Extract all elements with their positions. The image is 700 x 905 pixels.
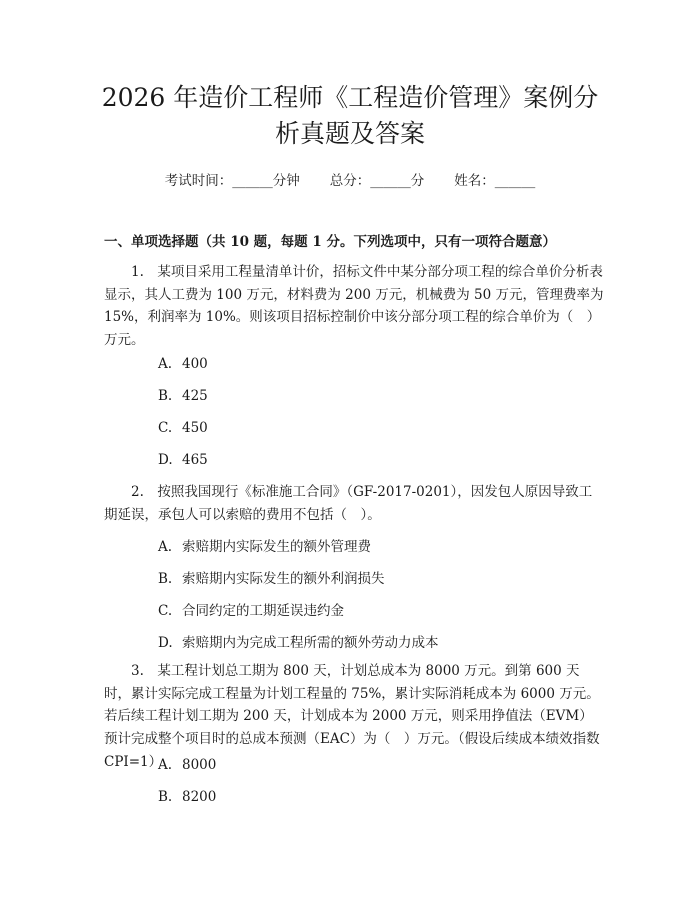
section-heading: 一、单项选择题（共 10 题，每题 1 分。下列选项中，只有一项符合题意） [104,234,556,250]
option-letter: A. [158,757,173,773]
option-text: 索赔期内实际发生的额外管理费 [182,539,371,555]
exam-meta [0,169,700,189]
option-letter: B. [158,789,173,805]
option-text: 8000 [182,757,217,773]
option-letter: D. [158,452,173,468]
option-letter: C. [158,420,173,436]
option-letter: D. [158,635,173,651]
question-2: 2. 按照我国现行《标准施工合同》（GF-2017-0201），因发包人原因导致工期延误，承包人可以索赔的费用不包括（ ）。 [104,484,593,523]
question-2-option-b [158,567,385,587]
exam-name: 姓名：______ [454,173,536,189]
question-3: 3. 某工程计划总工期为 800 天，计划总成本为 8000 万元。到第 600 天时，累计实际完成工程量为计划工程量的 75%，累计实际消耗成本为 6000 万元。若后续工程计划工期为 200 天，计划成本为 2000 万元，则采用挣值法（EVM）预计完成整个项目时的总成本预测（EAC）为（ ）万元。（假设后续成本绩效指数 CPI=1） [104,663,600,770]
option-letter: A. [158,356,173,372]
question-3-option-a [158,757,216,773]
question-1-option-b [158,388,208,404]
question-3-option-b [158,789,216,805]
page-title [60,80,640,152]
question-1-option-c [158,420,208,436]
option-letter: A. [158,539,173,555]
question-1: 1. 某项目采用工程量清单计价，招标文件中某分部分项工程的综合单价分析表显示，其人工费为 100 万元，材料费为 200 万元，机械费为 50 万元，管理费率为 15%，利润率为 10%。则该项目招标控制价中该分部分项工程的综合单价为（ ）万元。 [104,264,604,349]
option-text: 400 [182,356,208,372]
question-1-option-a [158,356,208,372]
option-letter: B. [158,388,173,404]
option-text: 465 [182,452,208,468]
question-1-option-d [158,452,208,468]
option-letter: C. [158,603,173,619]
exam-score: 总分：______分 [329,173,425,189]
option-letter: B. [158,571,173,587]
option-text: 索赔期内实际发生的额外利润损失 [182,571,385,587]
question-2-option-a [158,535,371,555]
option-text: 索赔期内为完成工程所需的额外劳动力成本 [182,635,439,651]
option-text: 合同约定的工期延误违约金 [182,603,344,619]
option-text: 450 [182,420,208,436]
question-2-option-c [158,599,344,619]
option-text: 8200 [182,789,217,805]
exam-time: 考试时间：______分钟 [164,173,300,189]
question-2-option-d [158,631,439,651]
title-line-1: 2026 年造价工程师《工程造价管理》案例分 [101,83,599,112]
option-text: 425 [182,388,208,404]
title-line-2: 析真题及答案 [274,119,425,148]
